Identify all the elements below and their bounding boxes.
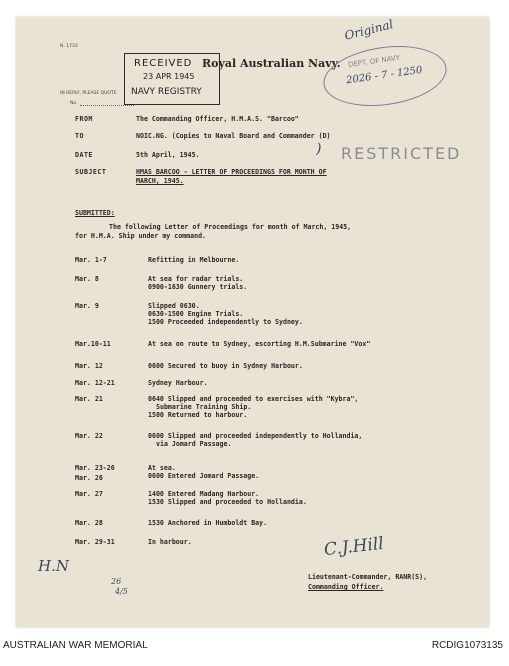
- subject-value-continued: MARCH, 1945.: [136, 177, 184, 185]
- received-stamp-registry: NAVY REGISTRY: [131, 87, 202, 97]
- reference-number-line: [80, 105, 134, 106]
- handwritten-initials: H.N: [38, 557, 69, 575]
- log-entry-date: Mar. 26: [75, 474, 103, 482]
- received-stamp-label: RECEIVED: [134, 58, 193, 69]
- signature: C.J.Hill: [323, 533, 385, 561]
- log-entry-text: At sea on route to Sydney, escorting H.M.Submarine "Vox": [148, 340, 371, 348]
- log-entry-text: 0630-1500 Engine Trials.: [148, 310, 244, 318]
- document-page: [16, 17, 489, 627]
- log-entry-text: Slipped 0630.: [148, 302, 200, 310]
- log-entry-text: Sydney Harbour.: [148, 379, 208, 387]
- log-entry-text: 1500 Returned to harbour.: [148, 411, 248, 419]
- subject-value: HMAS BARCOO - LETTER OF PROCEEDINGS FOR MONTH OF: [136, 168, 327, 176]
- in-reply-note: IN REPLY, PLEASE QUOTE: [60, 91, 117, 96]
- log-entry-date: Mar. 21: [75, 395, 103, 403]
- log-entry-text: 1400 Entered Madang Harbour.: [148, 490, 260, 498]
- log-entry-text: At sea for radar trials.: [148, 275, 244, 283]
- log-entry-date: Mar. 12: [75, 362, 103, 370]
- log-entry-text: 0600 Entered Jomard Passage.: [148, 472, 260, 480]
- log-entry-text: 0900-1630 Gunnery trials.: [148, 283, 248, 291]
- log-entry-date: Mar. 23-26: [75, 464, 115, 472]
- log-entry-text: 1530 Slipped and proceeded to Hollandia.: [148, 498, 307, 506]
- from-label: FROM: [75, 115, 93, 123]
- submitted-heading: SUBMITTED:: [75, 209, 115, 217]
- department-stamp-text: DEPT. OF NAVY: [347, 53, 401, 69]
- reference-number-label: No.: [70, 101, 78, 106]
- from-value: The Commanding Officer, H.M.A.S. "Barcoo": [136, 115, 299, 123]
- date-value: 5th April, 1945.: [136, 151, 200, 159]
- log-entry-text: 0600 Secured to buoy in Sydney Harbour.: [148, 362, 303, 370]
- log-entry-text: 0640 Slipped and proceeded to exercises with "Kybra",: [148, 395, 359, 403]
- date-label: DATE: [75, 151, 93, 159]
- log-entry-text: At sea.: [148, 464, 176, 472]
- margin-mark: ): [316, 141, 322, 157]
- to-value: NOIC.NG. (Copies to Naval Board and Commander (D): [136, 132, 331, 140]
- log-entry-text: 1530 Anchored in Humboldt Bay.: [148, 519, 268, 527]
- log-entry-text: 0600 Slipped and proceeded independently to Hollandia,: [148, 432, 363, 440]
- log-entry-date: Mar. 1-7: [75, 256, 107, 264]
- log-entry-text: Submarine Training Ship.: [156, 403, 252, 411]
- form-number: N. 1733: [60, 44, 78, 49]
- signatory-role: Commanding Officer.: [308, 583, 384, 591]
- to-label: TO: [75, 132, 84, 140]
- received-stamp-date: 23 APR 1945: [143, 72, 195, 81]
- log-entry-date: Mar. 9: [75, 302, 99, 310]
- archive-reference: RCDIG1073135: [431, 640, 503, 651]
- original-annotation: Original: [343, 17, 395, 43]
- intro-line-2: for H.M.A. Ship under my command.: [75, 232, 207, 240]
- log-entry-date: Mar. 22: [75, 432, 103, 440]
- log-entry-text: In harbour.: [148, 538, 192, 546]
- log-entry-text: via Jomard Passage.: [156, 440, 232, 448]
- file-number: 2026 - 7 - 1250: [345, 64, 424, 87]
- subject-label: SUBJECT: [75, 168, 107, 176]
- log-entry-date: Mar. 27: [75, 490, 103, 498]
- log-entry-date: Mar. 28: [75, 519, 103, 527]
- intro-line-1: The following Letter of Proceedings for month of March, 1945,: [109, 223, 352, 231]
- letterhead-title: Royal Australian Navy.: [202, 57, 341, 70]
- handwritten-note-top: 26: [111, 577, 122, 586]
- log-entry-date: Mar. 29-31: [75, 538, 115, 546]
- log-entry-date: Mar.10-11: [75, 340, 111, 348]
- log-entry-text: Refitting in Melbourne.: [148, 256, 240, 264]
- handwritten-note-bottom: 4/5: [115, 587, 128, 596]
- signatory-rank: Lieutenant-Commander, RANR(S),: [308, 573, 428, 581]
- classification-stamp: RESTRICTED: [341, 144, 462, 163]
- log-entry-date: Mar. 8: [75, 275, 99, 283]
- navy-department-stamp: [320, 39, 451, 114]
- archive-name: AUSTRALIAN WAR MEMORIAL: [3, 640, 148, 651]
- received-stamp: [124, 53, 220, 105]
- log-entry-text: 1500 Proceeded independently to Sydney.: [148, 318, 303, 326]
- log-entry-date: Mar. 12-21: [75, 379, 115, 387]
